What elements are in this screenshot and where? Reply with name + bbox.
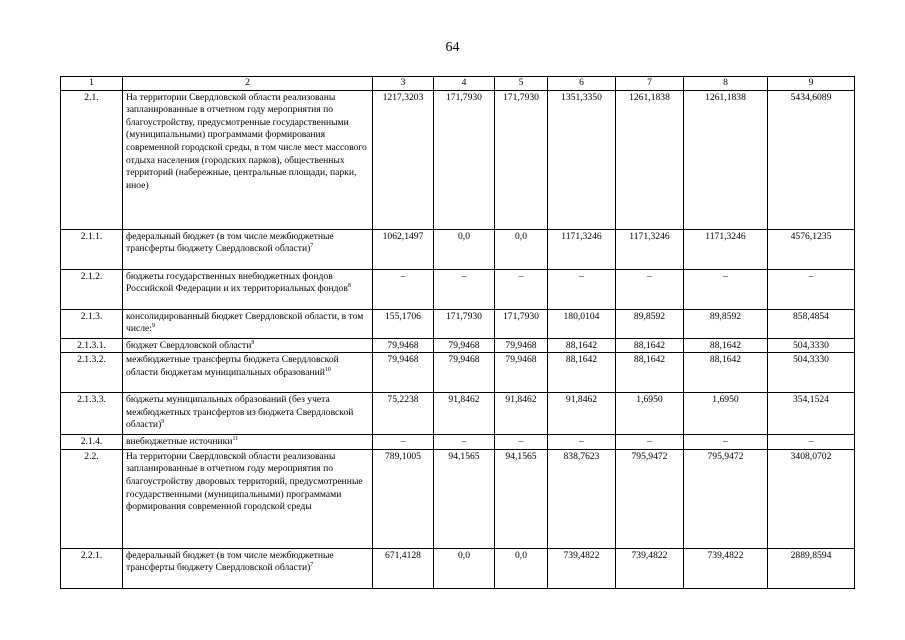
column-header: 5 bbox=[495, 77, 548, 91]
row-description bbox=[123, 393, 373, 435]
cell-value: 2889,8594 bbox=[768, 548, 855, 588]
row-description bbox=[123, 449, 373, 548]
column-header: 1 bbox=[61, 77, 123, 91]
row-description bbox=[123, 353, 373, 393]
cell-value: – bbox=[548, 435, 616, 450]
cell-value: 88,1642 bbox=[616, 353, 684, 393]
table-row bbox=[61, 229, 855, 269]
cell-value: 0,0 bbox=[434, 229, 495, 269]
row-description bbox=[123, 309, 373, 338]
table-row bbox=[61, 338, 855, 353]
cell-value: – bbox=[373, 269, 434, 309]
cell-value: 795,9472 bbox=[684, 449, 768, 548]
column-header: 2 bbox=[123, 77, 373, 91]
row-code: 2.1.3.1. bbox=[61, 338, 123, 353]
cell-value: – bbox=[616, 269, 684, 309]
cell-value: 155,1706 bbox=[373, 309, 434, 338]
row-code: 2.2. bbox=[61, 449, 123, 548]
cell-value: 0,0 bbox=[434, 548, 495, 588]
cell-value: 79,9468 bbox=[373, 338, 434, 353]
row-description-text: На территории Свердловской области реализованы запланированные в отчетном году мероприятия по благоустройству, предусмотренные государственными (муниципальными) программами формирования современной городской среды, в том числе мест массового отдыха населения (городских парков), общественных территорий (набережные, центральные площади, парки, иное) bbox=[126, 91, 367, 191]
row-code: 2.1.3.3. bbox=[61, 393, 123, 435]
column-header: 9 bbox=[768, 77, 855, 91]
cell-value: – bbox=[495, 269, 548, 309]
column-header: 7 bbox=[616, 77, 684, 91]
row-code: 2.1.1. bbox=[61, 229, 123, 269]
cell-value: 89,8592 bbox=[684, 309, 768, 338]
row-description bbox=[123, 269, 373, 309]
row-description bbox=[123, 435, 373, 450]
column-header: 3 bbox=[373, 77, 434, 91]
cell-value: 79,9468 bbox=[434, 353, 495, 393]
cell-value: 88,1642 bbox=[548, 353, 616, 393]
row-description-text: бюджеты государственных внебюджетных фондов Российской Федерации и их территориальных фондов bbox=[126, 270, 348, 295]
cell-value: 88,1642 bbox=[684, 338, 768, 353]
cell-value: 79,9468 bbox=[495, 353, 548, 393]
column-header: 6 bbox=[548, 77, 616, 91]
row-description bbox=[123, 338, 373, 353]
cell-value: 171,7930 bbox=[495, 309, 548, 338]
cell-value: 671,4128 bbox=[373, 548, 434, 588]
column-header: 4 bbox=[434, 77, 495, 91]
cell-value: 180,0104 bbox=[548, 309, 616, 338]
cell-value: 3408,0702 bbox=[768, 449, 855, 548]
row-code: 2.1. bbox=[61, 90, 123, 229]
cell-value: 75,2238 bbox=[373, 393, 434, 435]
row-description-text: На территории Свердловской области реализованы запланированные в отчетном году мероприятия по благоустройству дворовых территорий, предусмотренные государственными (муниципальными) программами формирования современной городской среды bbox=[126, 450, 363, 513]
table-row bbox=[61, 393, 855, 435]
cell-value: 1062,1497 bbox=[373, 229, 434, 269]
cell-value: 79,9468 bbox=[495, 338, 548, 353]
row-code: 2.2.1. bbox=[61, 548, 123, 588]
cell-value: 795,9472 bbox=[616, 449, 684, 548]
footnote-mark: 9 bbox=[151, 323, 155, 329]
cell-value: – bbox=[684, 269, 768, 309]
table-row bbox=[61, 309, 855, 338]
table-header-row bbox=[61, 77, 855, 91]
cell-value: 739,4822 bbox=[616, 548, 684, 588]
cell-value: – bbox=[373, 435, 434, 450]
cell-value: 739,4822 bbox=[684, 548, 768, 588]
cell-value: 1171,3246 bbox=[684, 229, 768, 269]
cell-value: – bbox=[548, 269, 616, 309]
cell-value: 91,8462 bbox=[434, 393, 495, 435]
table-row bbox=[61, 548, 855, 588]
cell-value: 0,0 bbox=[495, 229, 548, 269]
cell-value: 79,9468 bbox=[373, 353, 434, 393]
footnote-mark: 11 bbox=[232, 436, 239, 442]
row-description-text: межбюджетные трансферты бюджета Свердловской области бюджетам муниципальных образований bbox=[126, 354, 339, 378]
cell-value: 171,7930 bbox=[495, 90, 548, 229]
cell-value: 858,4854 bbox=[768, 309, 855, 338]
cell-value: – bbox=[495, 435, 548, 450]
table-row bbox=[61, 353, 855, 393]
row-description-text: федеральный бюджет (в том числе межбюджетные трансферты бюджету Свердловской области) bbox=[126, 230, 334, 255]
cell-value: 504,3330 bbox=[768, 353, 855, 393]
cell-value: 789,1005 bbox=[373, 449, 434, 548]
cell-value: 0,0 bbox=[495, 548, 548, 588]
budget-table bbox=[60, 76, 855, 589]
cell-value: 4576,1235 bbox=[768, 229, 855, 269]
page-number: 64 bbox=[445, 40, 460, 55]
cell-value: – bbox=[684, 435, 768, 450]
footnote-mark: 8 bbox=[347, 283, 351, 289]
cell-value: 5434,6089 bbox=[768, 90, 855, 229]
cell-value: 739,4822 bbox=[548, 548, 616, 588]
cell-value: – bbox=[768, 435, 855, 450]
row-code: 2.1.3. bbox=[61, 309, 123, 338]
cell-value: 79,9468 bbox=[434, 338, 495, 353]
row-description bbox=[123, 229, 373, 269]
footnote-mark: 9 bbox=[251, 339, 255, 346]
cell-value: 1217,3203 bbox=[373, 90, 434, 229]
cell-value: 89,8592 bbox=[616, 309, 684, 338]
cell-value: 171,7930 bbox=[434, 309, 495, 338]
cell-value: 1,6950 bbox=[684, 393, 768, 435]
cell-value: 1261,1838 bbox=[616, 90, 684, 229]
cell-value: 504,3330 bbox=[768, 338, 855, 353]
row-description bbox=[123, 548, 373, 588]
cell-value: – bbox=[434, 435, 495, 450]
row-description-text: консолидированный бюджет Свердловской области, в том числе: bbox=[126, 310, 364, 335]
row-description-text: внебюджетные источники bbox=[126, 436, 233, 448]
cell-value: 1,6950 bbox=[616, 393, 684, 435]
footnote-mark: 9 bbox=[161, 419, 165, 426]
footnote-mark: 7 bbox=[310, 243, 314, 249]
row-description bbox=[123, 90, 373, 229]
cell-value: 91,8462 bbox=[495, 393, 548, 435]
cell-value: 94,1565 bbox=[495, 449, 548, 548]
cell-value: 1171,3246 bbox=[548, 229, 616, 269]
footnote-mark: 10 bbox=[324, 366, 331, 373]
cell-value: 91,8462 bbox=[548, 393, 616, 435]
column-header: 8 bbox=[684, 77, 768, 91]
table-row bbox=[61, 269, 855, 309]
footnote-mark: 7 bbox=[310, 562, 314, 569]
cell-value: 354,1524 bbox=[768, 393, 855, 435]
cell-value: 1351,3350 bbox=[548, 90, 616, 229]
cell-value: – bbox=[768, 269, 855, 309]
cell-value: 838,7623 bbox=[548, 449, 616, 548]
cell-value: – bbox=[434, 269, 495, 309]
row-description-text: бюджет Свердловской области bbox=[126, 339, 252, 351]
cell-value: 88,1642 bbox=[548, 338, 616, 353]
cell-value: 171,7930 bbox=[434, 90, 495, 229]
cell-value: 88,1642 bbox=[684, 353, 768, 393]
row-code: 2.1.2. bbox=[61, 269, 123, 309]
cell-value: 94,1565 bbox=[434, 449, 495, 548]
table-row bbox=[61, 449, 855, 548]
cell-value: 1171,3246 bbox=[616, 229, 684, 269]
cell-value: 88,1642 bbox=[616, 338, 684, 353]
table-row bbox=[61, 90, 855, 229]
cell-value: 1261,1838 bbox=[684, 90, 768, 229]
table-row bbox=[61, 435, 855, 450]
row-description-text: федеральный бюджет (в том числе межбюджетные трансферты бюджету Свердловской области) bbox=[126, 549, 334, 574]
row-code: 2.1.3.2. bbox=[61, 353, 123, 393]
row-code: 2.1.4. bbox=[61, 435, 123, 450]
row-description-text: бюджеты муниципальных образований (без учета межбюджетных трансфертов из бюджета Свердловской области) bbox=[126, 394, 354, 431]
cell-value: – bbox=[616, 435, 684, 450]
